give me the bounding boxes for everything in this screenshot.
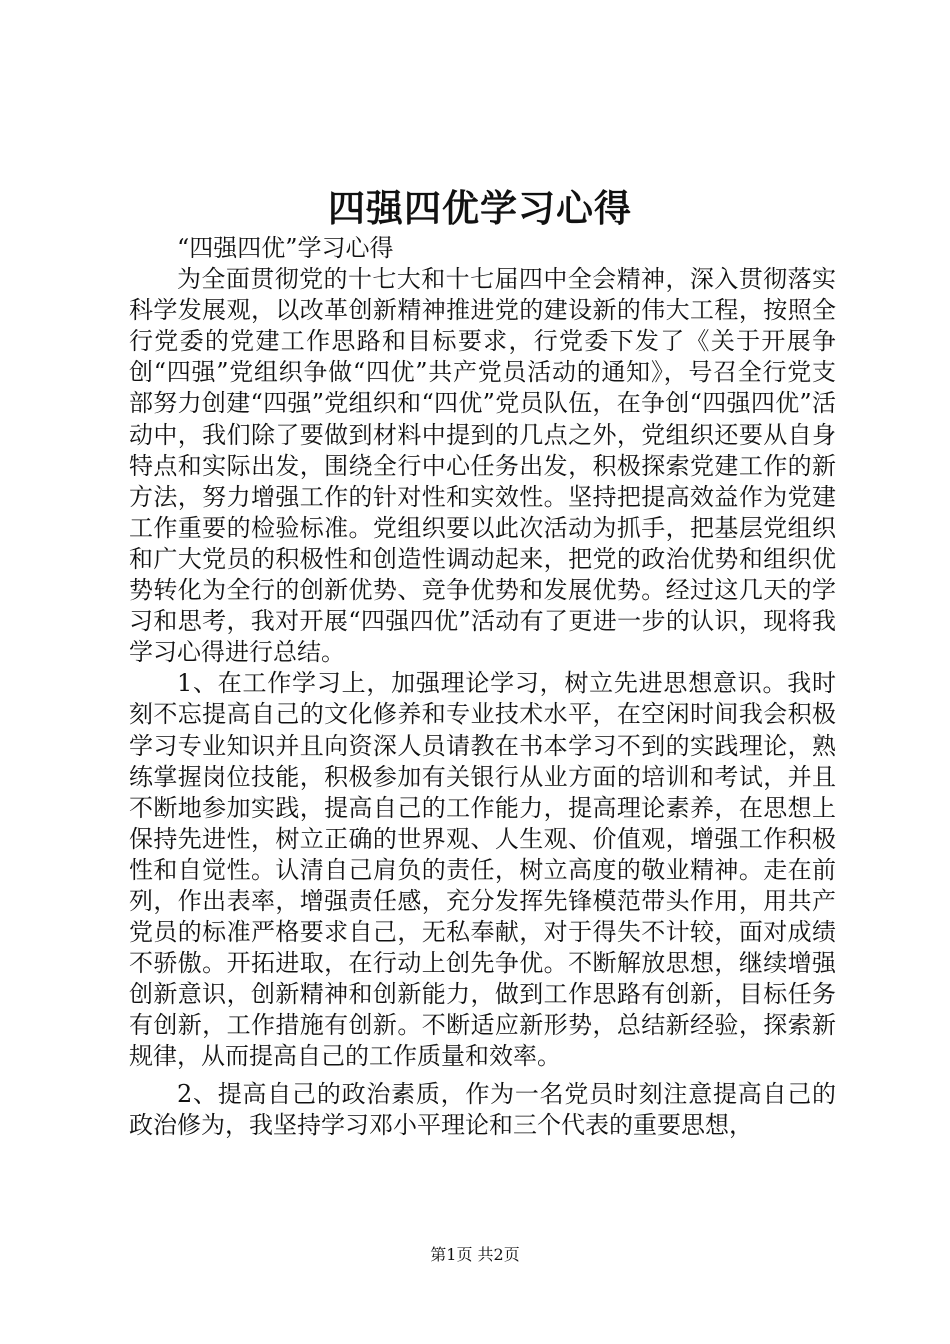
body-paragraph-intro: 为全面贯彻党的十七大和十七届四中全会精神，深入贯彻落实科学发展观，以改革创新精神推进党的建设新的伟大工程，按照全行党委的党建工作思路和目标要求，行党委下发了《关于开展争创“四强”党组织争做“四优”共产党员活动的通知》，号召全行党支部努力创建“四强”党组织和“四优”党员队伍，在争创“四强四优”活动中，我们除了要做到材料中提到的几点之外，党组织还要从自身特点和实际出发，围绕全行中心任务出发，积极探索党建工作的新方法，努力增强工作的针对性和实效性。坚持把提高效益作为党建工作重要的检验标准。党组织要以此次活动为抓手，把基层党组织和广大党员的积极性和创造性调动起来，把党的政治优势和组织优势转化为全行的创新优势、竞争优势和发展优势。经过这几天的学习和思考，我对开展“四强四优”活动有了更进一步的认识，现将我学习心得进行总结。 (129, 265, 836, 667)
document-title: 四强四优学习心得 (328, 186, 632, 230)
document-body (129, 233, 836, 1141)
body-paragraph-point-2: 2、提高自己的政治素质，作为一名党员时刻注意提高自己的政治修为，我坚持学习邓小平理论和三个代表的重要思想， (129, 1079, 836, 1139)
page-number-footer: 第1页 共2页 (430, 1245, 520, 1264)
body-paragraph-point-1: 1、在工作学习上，加强理论学习，树立先进思想意识。我时刻不忘提高自己的文化修养和专业技术水平，在空闲时间我会积极学习专业知识并且向资深人员请教在书本学习不到的实践理论，熟练掌握岗位技能，积极参加有关银行从业方面的培训和考试，并且不断地参加实践，提高自己的工作能力，提高理论素养，在思想上保持先进性，树立正确的世界观、人生观、价值观，增强工作积极性和自觉性。认清自己肩负的责任，树立高度的敬业精神。走在前列，作出表率，增强责任感，充分发挥先锋模范带头作用，用共产党员的标准严格要求自己，无私奉献，对于得失不计较，面对成绩不骄傲。开拓进取，在行动上创先争优。不断解放思想，继续增强创新意识，创新精神和创新能力，做到工作思路有创新，目标任务有创新，工作措施有创新。不断适应新形势，总结新经验，探索新规律，从而提高自己的工作质量和效率。 (129, 669, 836, 1071)
document-subtitle: “四强四优”学习心得 (177, 234, 394, 262)
